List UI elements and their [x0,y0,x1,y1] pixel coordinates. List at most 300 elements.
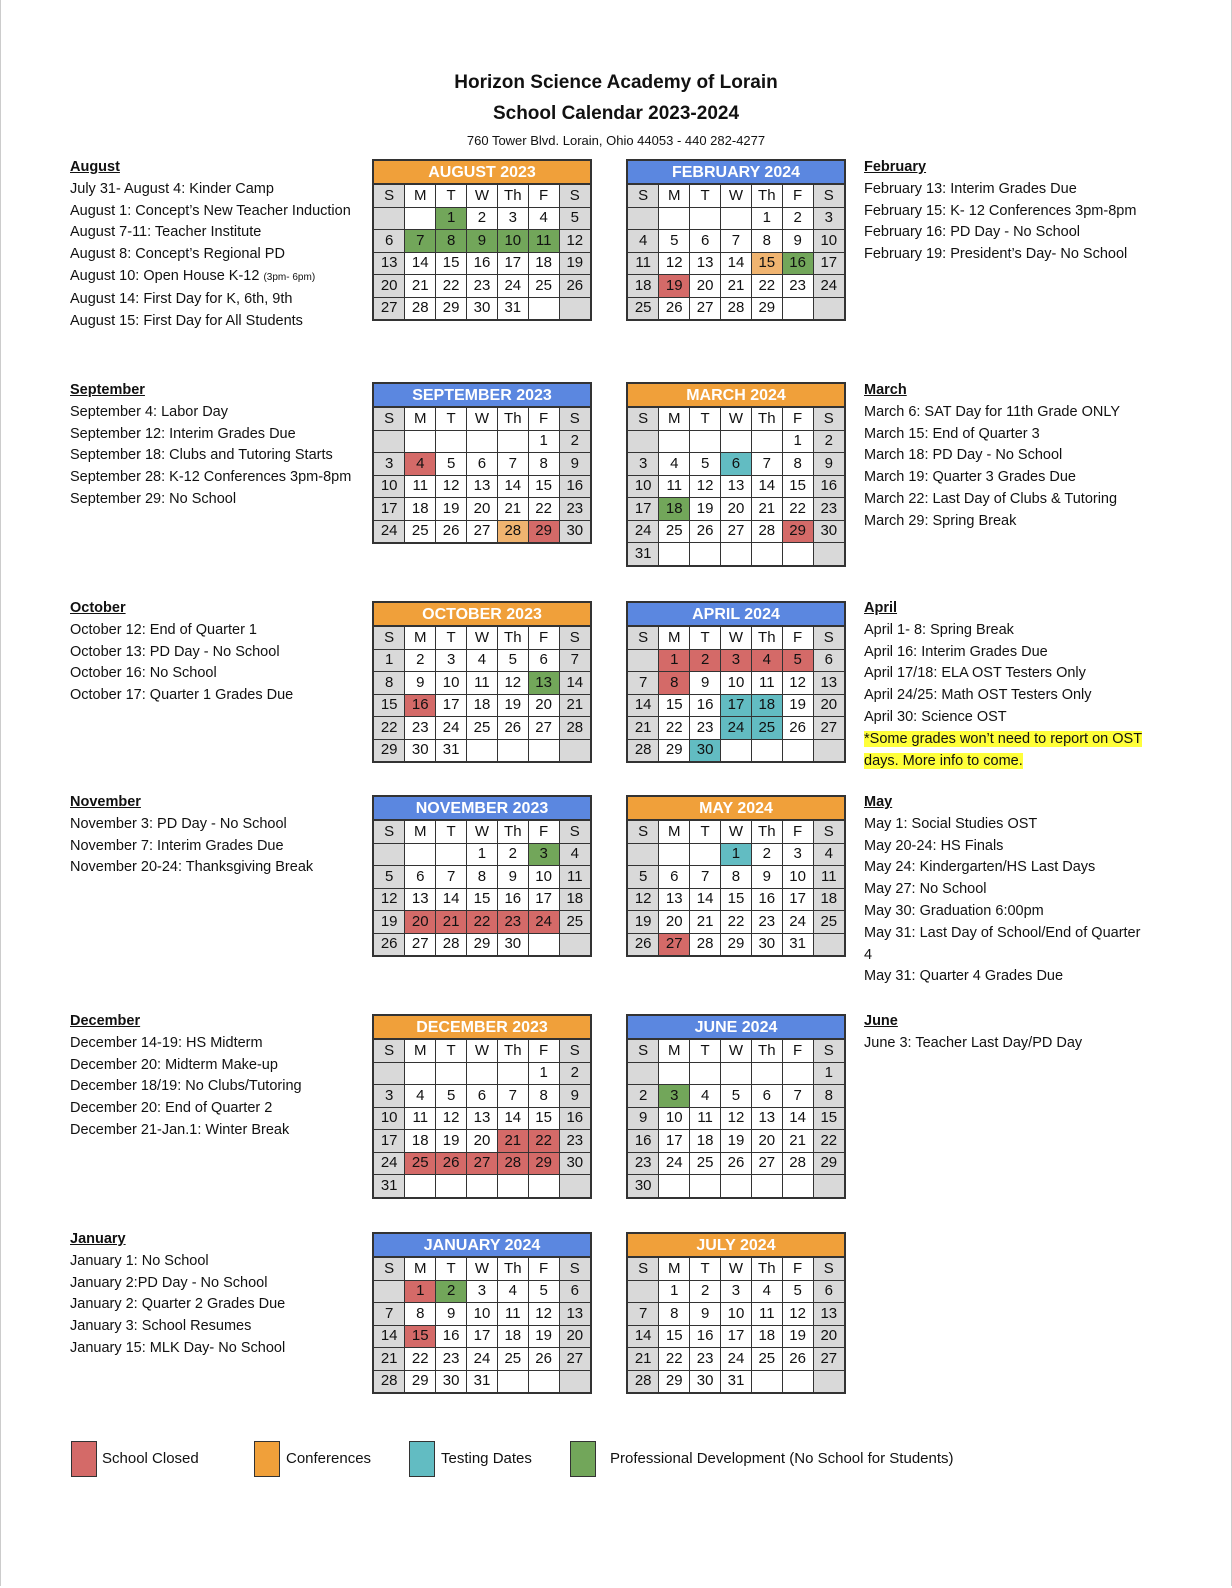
day-cell: 16 [436,1325,467,1348]
month-grid [628,1258,844,1392]
day-cell: 30 [559,1152,590,1175]
month-grid [628,627,844,761]
day-cell: 7 [628,672,659,695]
day-cell: 21 [374,1348,405,1371]
empty-cell [628,207,659,230]
day-cell: 4 [497,1280,528,1303]
day-cell: 31 [436,739,467,761]
day-cell: 3 [374,453,405,476]
day-cell-closed: 5 [782,649,813,672]
month-grid [628,185,844,319]
day-cell-pd: 3 [528,843,559,866]
week-row [628,230,844,253]
day-cell: 17 [813,252,844,275]
day-cell: 7 [751,453,782,476]
month-calendar [626,795,846,957]
day-cell: 11 [690,1107,721,1130]
day-cell-pd: 2 [436,1280,467,1303]
event-item [70,1033,352,1055]
day-cell: 25 [628,297,659,319]
weekday-label: W [721,1258,752,1280]
empty-cell [782,739,813,761]
weekday-label: T [436,1040,467,1062]
day-cell-closed: 28 [497,1152,528,1175]
event-text: October 16: No School [70,665,217,682]
week-row [628,1130,844,1153]
empty-cell [628,1280,659,1303]
day-cell: 29 [751,297,782,319]
empty-cell [751,543,782,565]
weekday-label: W [467,1040,498,1062]
day-cell-pd: 13 [528,672,559,695]
month-grid [374,1258,590,1392]
day-cell: 26 [436,520,467,542]
day-cell: 31 [374,1175,405,1197]
day-cell: 3 [813,207,844,230]
day-cell: 23 [813,498,844,521]
event-text: January 3: School Resumes [70,1318,252,1335]
event-text: February 19: President’s Day- No School [864,246,1128,263]
day-cell: 23 [690,1348,721,1371]
day-cell-closed: 4 [751,649,782,672]
day-cell: 7 [497,453,528,476]
day-cell: 18 [405,498,436,521]
event-text: August 7-11: Teacher Institute [70,224,262,241]
day-cell: 6 [467,1085,498,1108]
empty-cell [690,543,721,565]
day-cell: 27 [405,933,436,955]
weekday-label: W [467,821,498,843]
empty-cell [559,933,590,955]
day-cell: 1 [813,1062,844,1085]
event-text: April 30: Science OST [864,708,1007,725]
day-cell: 29 [721,933,752,955]
event-item [70,814,352,836]
week-row [628,275,844,298]
day-cell: 27 [813,1348,844,1371]
weekday-label: W [721,821,752,843]
day-cell-closed: 21 [436,911,467,934]
empty-cell [436,1175,467,1197]
day-cell: 12 [782,672,813,695]
event-item [70,1098,352,1120]
day-cell-pd: 7 [405,230,436,253]
week-row [628,933,844,955]
day-cell: 16 [628,1130,659,1153]
month-header: JANUARY 2024 [374,1234,590,1258]
empty-cell [528,1370,559,1392]
day-cell: 23 [628,1152,659,1175]
event-item [70,402,352,424]
empty-cell [405,843,436,866]
event-item [864,663,1146,685]
week-row [374,1280,590,1303]
day-cell: 13 [751,1107,782,1130]
day-cell: 16 [813,475,844,498]
day-cell: 12 [436,475,467,498]
week-row [374,933,590,955]
weekday-row [628,408,844,430]
day-cell: 14 [497,475,528,498]
weekday-label: S [559,627,590,649]
notes-november [70,792,352,879]
event-item [70,222,352,244]
day-cell: 25 [751,1348,782,1371]
event-item [70,663,352,685]
day-cell: 16 [751,888,782,911]
week-row [628,694,844,717]
day-cell: 26 [690,520,721,543]
day-cell: 17 [659,1130,690,1153]
day-cell: 19 [436,1130,467,1153]
empty-cell [659,843,690,866]
event-item [864,222,1146,244]
weekday-label: S [628,1258,659,1280]
week-row [374,1303,590,1326]
empty-cell [497,1175,528,1197]
day-cell: 1 [528,430,559,453]
day-cell: 5 [559,207,590,230]
day-cell: 20 [813,1325,844,1348]
empty-cell [628,430,659,453]
event-text: January 2: Quarter 2 Grades Due [70,1296,286,1313]
weekday-label: T [690,1040,721,1062]
day-cell: 5 [721,1085,752,1108]
day-cell: 6 [751,1085,782,1108]
event-item [70,1273,352,1295]
weekday-label: S [559,821,590,843]
week-row [628,1325,844,1348]
day-cell-testing: 1 [721,843,752,866]
day-cell: 7 [721,230,752,253]
day-cell: 22 [659,717,690,740]
week-row [374,430,590,453]
event-text: August 15: First Day for All Students [70,312,303,329]
weekday-label: W [467,185,498,207]
week-row [374,739,590,761]
day-cell: 30 [628,1175,659,1197]
day-cell: 11 [497,1303,528,1326]
day-cell: 4 [659,453,690,476]
day-cell: 10 [528,866,559,889]
event-item [864,642,1146,664]
day-cell: 12 [528,1303,559,1326]
day-cell: 7 [782,1085,813,1108]
day-cell: 9 [559,453,590,476]
empty-cell [690,430,721,453]
day-cell: 27 [721,520,752,543]
day-cell: 6 [659,866,690,889]
notes-june [864,1011,1146,1055]
day-cell: 22 [782,498,813,521]
highlighted-note: *Some grades won’t need to report on OST days. More info to come. [864,730,1143,769]
event-item [864,489,1146,511]
event-item [864,836,1146,858]
weekday-label: T [690,408,721,430]
empty-cell [659,430,690,453]
notes-october [70,598,352,707]
day-cell: 31 [782,933,813,955]
day-cell: 17 [374,1130,405,1153]
month-header: MARCH 2024 [628,384,844,408]
weekday-label: S [374,408,405,430]
week-row [374,649,590,672]
day-cell-closed: 1 [405,1280,436,1303]
empty-cell [467,1062,498,1085]
weekday-row [374,1040,590,1062]
month-calendar [626,601,846,763]
day-cell: 18 [813,888,844,911]
day-cell: 7 [436,866,467,889]
notes-heading: April [864,600,898,616]
empty-cell [813,1370,844,1392]
weekday-label: M [405,408,436,430]
month-grid [374,185,590,319]
day-cell: 23 [559,1130,590,1153]
weekday-label: T [436,627,467,649]
day-cell-closed: 27 [467,1152,498,1175]
day-cell: 21 [690,911,721,934]
day-cell: 1 [528,1062,559,1085]
weekday-label: M [405,821,436,843]
day-cell: 13 [690,252,721,275]
empty-cell [751,1370,782,1392]
empty-cell [690,1175,721,1197]
event-item [864,201,1146,223]
day-cell-pd: 3 [659,1085,690,1108]
weekday-label: S [813,821,844,843]
event-text: November 20-24: Thanksgiving Break [70,859,314,876]
day-cell: 15 [782,475,813,498]
week-row [374,694,590,717]
day-cell: 28 [751,520,782,543]
empty-cell [721,739,752,761]
day-cell: 6 [690,230,721,253]
weekday-label: S [559,408,590,430]
day-cell: 11 [405,1107,436,1130]
day-cell: 2 [813,430,844,453]
weekday-label: F [528,1040,559,1062]
event-item [70,685,352,707]
day-cell: 14 [436,888,467,911]
weekday-label: F [782,1040,813,1062]
day-cell: 26 [628,933,659,955]
day-cell: 4 [813,843,844,866]
notes-december [70,1011,352,1142]
day-cell-closed: 24 [528,911,559,934]
day-cell: 28 [628,1370,659,1392]
day-cell: 15 [813,1107,844,1130]
legend-swatch-conference [254,1441,280,1477]
empty-cell [721,1062,752,1085]
day-cell: 22 [659,1348,690,1371]
empty-cell [813,1175,844,1197]
day-cell: 17 [497,252,528,275]
event-text: October 12: End of Quarter 1 [70,621,257,638]
day-cell: 6 [813,649,844,672]
day-cell: 23 [751,911,782,934]
weekday-label: S [628,408,659,430]
day-cell: 15 [528,475,559,498]
week-row [628,672,844,695]
empty-cell [782,1370,813,1392]
day-cell: 25 [813,911,844,934]
day-cell: 14 [628,1325,659,1348]
notes-heading: May [864,794,893,810]
day-cell: 21 [497,498,528,521]
event-item [864,729,1146,773]
empty-cell [751,739,782,761]
day-cell: 6 [559,1280,590,1303]
month-calendar [626,382,846,567]
month-grid [628,821,844,955]
empty-cell [628,1062,659,1085]
week-row [628,252,844,275]
day-cell-closed: 2 [690,649,721,672]
event-item [70,311,352,333]
day-cell: 14 [405,252,436,275]
week-row [374,911,590,934]
empty-cell [405,1062,436,1085]
empty-cell [559,1175,590,1197]
day-cell: 19 [436,498,467,521]
weekday-row [374,627,590,649]
event-text: May 31: Quarter 4 Grades Due [864,968,1064,985]
day-cell: 12 [497,672,528,695]
school-name: Horizon Science Academy of Lorain [454,72,778,93]
day-cell: 18 [497,1325,528,1348]
notes-heading: December [70,1013,141,1029]
empty-cell [467,739,498,761]
day-cell: 13 [467,1107,498,1130]
day-cell: 12 [690,475,721,498]
weekday-label: S [374,1258,405,1280]
day-cell: 2 [467,207,498,230]
day-cell: 2 [690,1280,721,1303]
weekday-label: S [813,1258,844,1280]
day-cell: 14 [721,252,752,275]
day-cell: 10 [721,672,752,695]
week-row [374,520,590,542]
legend-label: Professional Development (No School for Students) [610,1450,954,1467]
day-cell: 24 [782,911,813,934]
day-cell: 21 [782,1130,813,1153]
day-cell: 27 [374,297,405,319]
day-cell: 24 [374,1152,405,1175]
day-cell: 13 [467,475,498,498]
month-calendar [372,601,592,763]
event-text: March 18: PD Day - No School [864,447,1063,464]
empty-cell [751,430,782,453]
day-cell: 19 [782,1325,813,1348]
weekday-label: M [659,821,690,843]
legend-label: School Closed [102,1450,199,1467]
week-row [628,1280,844,1303]
empty-cell [751,1175,782,1197]
calendar-title: School Calendar 2023-2024 [492,103,740,124]
event-item [864,857,1146,879]
week-row [628,297,844,319]
event-text: June 3: Teacher Last Day/PD Day [864,1034,1083,1051]
day-cell: 9 [497,866,528,889]
weekday-label: F [528,627,559,649]
week-row [374,1152,590,1175]
week-row [628,866,844,889]
week-row [628,1085,844,1108]
event-text: September 29: No School [70,490,237,507]
event-item [864,814,1146,836]
day-cell: 27 [467,520,498,542]
day-cell-closed: 25 [405,1152,436,1175]
weekday-label: W [721,408,752,430]
week-row [374,498,590,521]
day-cell: 23 [436,1348,467,1371]
day-cell: 11 [628,252,659,275]
day-cell-closed: 4 [405,453,436,476]
event-text: December 18/19: No Clubs/Tutoring [70,1078,302,1095]
day-cell: 25 [528,275,559,298]
month-header: FEBRUARY 2024 [628,161,844,185]
day-cell: 23 [690,717,721,740]
day-cell: 12 [782,1303,813,1326]
day-cell: 3 [436,649,467,672]
day-cell: 11 [467,672,498,695]
month-calendar [626,1014,846,1199]
day-cell: 27 [813,717,844,740]
day-cell: 9 [782,230,813,253]
event-item [864,402,1146,424]
day-cell: 14 [782,1107,813,1130]
day-cell: 1 [751,207,782,230]
notes-heading: January [70,1231,126,1247]
day-cell: 5 [782,1280,813,1303]
empty-cell [436,843,467,866]
day-cell-pd: 16 [782,252,813,275]
day-cell: 5 [436,453,467,476]
empty-cell [659,1175,690,1197]
day-cell-testing: 30 [690,739,721,761]
day-cell: 1 [374,649,405,672]
empty-cell [497,739,528,761]
day-cell-conference_light: 28 [497,520,528,542]
day-cell: 24 [467,1348,498,1371]
day-cell: 26 [374,933,405,955]
event-text: February 15: K- 12 Conferences 3pm-8pm [864,202,1137,219]
event-item [70,1316,352,1338]
week-row [628,430,844,453]
weekday-label: T [436,408,467,430]
event-text: December 21-Jan.1: Winter Break [70,1121,290,1138]
month-header: OCTOBER 2023 [374,603,590,627]
empty-cell [497,430,528,453]
event-item [70,201,352,223]
empty-cell [405,207,436,230]
event-text: December 14-19: HS Midterm [70,1034,263,1051]
day-cell: 13 [721,475,752,498]
week-row [628,453,844,476]
notes-april [864,598,1146,772]
month-grid [374,627,590,761]
weekday-row [374,821,590,843]
weekday-label: S [813,627,844,649]
empty-cell [659,207,690,230]
day-cell: 30 [813,520,844,543]
event-text: May 1: Social Studies OST [864,815,1038,832]
day-cell: 17 [467,1325,498,1348]
weekday-label: Th [751,408,782,430]
day-cell: 28 [436,933,467,955]
empty-cell [374,430,405,453]
